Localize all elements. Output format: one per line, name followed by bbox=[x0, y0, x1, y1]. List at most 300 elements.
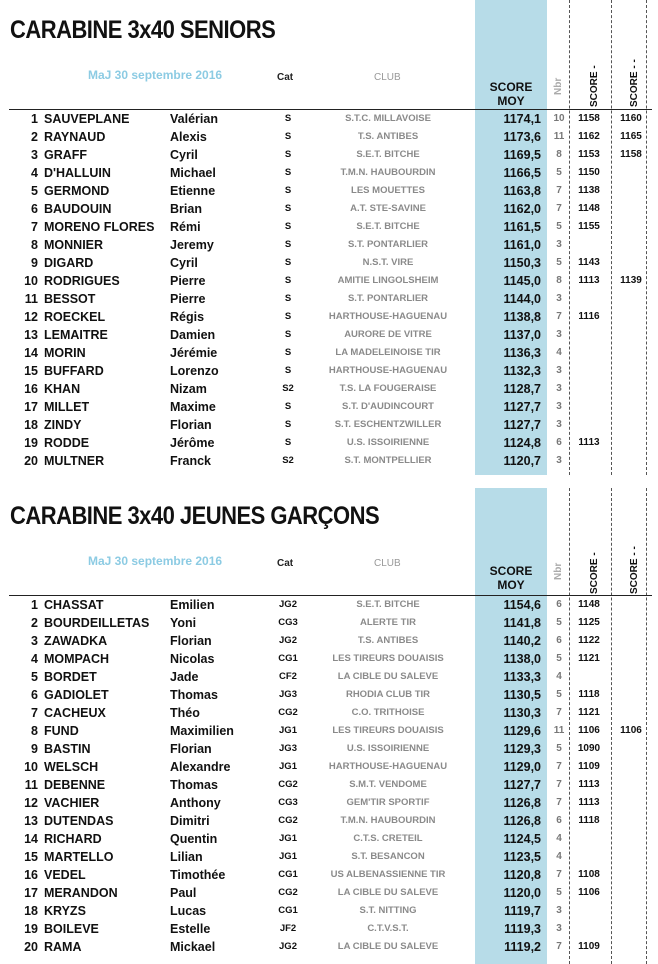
category-cell: S bbox=[284, 329, 292, 340]
table-row bbox=[0, 416, 658, 434]
first-name-cell: Maxime bbox=[170, 400, 216, 414]
table-row bbox=[0, 614, 658, 632]
rank-cell: 9 bbox=[31, 742, 38, 756]
nbr-cell: 5 bbox=[556, 257, 562, 268]
last-name-cell: KHAN bbox=[44, 382, 81, 396]
score-moy-cell: 1174,1 bbox=[503, 112, 541, 126]
score-moy-cell: 1132,3 bbox=[503, 364, 541, 378]
category-cell: CG1 bbox=[278, 653, 298, 664]
first-name-cell: Yoni bbox=[170, 616, 197, 630]
last-name-cell: MULTNER bbox=[44, 454, 105, 468]
nbr-cell: 5 bbox=[556, 887, 562, 898]
rank-cell: 3 bbox=[31, 634, 38, 648]
first-name-cell: Régis bbox=[170, 310, 205, 324]
score2-cell: 1165 bbox=[620, 131, 642, 142]
nbr-cell: 6 bbox=[556, 635, 562, 646]
header-score-moy: SCORE MOY bbox=[489, 80, 533, 108]
rank-cell: 7 bbox=[31, 220, 38, 234]
table-row bbox=[0, 740, 658, 758]
last-name-cell: FUND bbox=[44, 724, 79, 738]
score-moy-cell: 1123,5 bbox=[503, 850, 541, 864]
header-score2: SCORE - - bbox=[629, 59, 640, 107]
last-name-cell: MERANDON bbox=[44, 886, 118, 900]
nbr-cell: 3 bbox=[556, 401, 562, 412]
rank-cell: 11 bbox=[24, 292, 38, 306]
nbr-cell: 3 bbox=[556, 239, 562, 250]
score-moy-cell: 1120,7 bbox=[503, 454, 541, 468]
nbr-cell: 5 bbox=[556, 743, 562, 754]
rank-cell: 2 bbox=[31, 616, 38, 630]
header-score1: SCORE - bbox=[589, 65, 600, 107]
table-row bbox=[0, 632, 658, 650]
header-score-moy: SCORE MOY bbox=[489, 564, 533, 592]
club-cell: US ALBENASSIENNE TIR bbox=[330, 869, 446, 880]
score1-cell: 1153 bbox=[578, 149, 600, 160]
category-cell: CF2 bbox=[279, 671, 297, 682]
rank-cell: 10 bbox=[24, 760, 38, 774]
last-name-cell: BOURDEILLETAS bbox=[44, 616, 150, 630]
first-name-cell: Jeremy bbox=[170, 238, 214, 252]
nbr-cell: 5 bbox=[556, 653, 562, 664]
category-cell: S bbox=[284, 275, 292, 286]
nbr-cell: 7 bbox=[556, 797, 562, 808]
rank-cell: 12 bbox=[24, 796, 38, 810]
first-name-cell: Thomas bbox=[170, 778, 218, 792]
first-name-cell: Brian bbox=[170, 202, 202, 216]
club-cell: S.T. PONTARLIER bbox=[347, 239, 429, 250]
first-name-cell: Estelle bbox=[170, 922, 211, 936]
last-name-cell: GRAFF bbox=[44, 148, 88, 162]
score1-cell: 1106 bbox=[578, 725, 600, 736]
first-name-cell: Jérôme bbox=[170, 436, 215, 450]
table-row bbox=[0, 344, 658, 362]
nbr-cell: 7 bbox=[556, 203, 562, 214]
score1-cell: 1148 bbox=[578, 203, 600, 214]
club-cell: GEM'TIR SPORTIF bbox=[346, 797, 430, 808]
club-cell: S.T. ESCHENTZWILLER bbox=[334, 419, 442, 430]
first-name-cell: Thomas bbox=[170, 688, 218, 702]
rank-cell: 15 bbox=[24, 850, 38, 864]
category-cell: S bbox=[284, 221, 292, 232]
club-cell: S.T. PONTARLIER bbox=[347, 293, 429, 304]
club-cell: S.T. D'AUDINCOURT bbox=[342, 401, 434, 412]
score2-cell: 1160 bbox=[620, 113, 642, 124]
update-date: MaJ 30 septembre 2016 bbox=[88, 554, 223, 568]
nbr-cell: 3 bbox=[556, 365, 562, 376]
table-row bbox=[0, 110, 658, 128]
club-cell: S.T. MONTPELLIER bbox=[344, 455, 432, 466]
score-moy-cell: 1145,0 bbox=[503, 274, 541, 288]
category-cell: JG1 bbox=[279, 725, 297, 736]
nbr-cell: 5 bbox=[556, 617, 562, 628]
table-row bbox=[0, 362, 658, 380]
table-row bbox=[0, 308, 658, 326]
score1-cell: 1108 bbox=[578, 869, 600, 880]
nbr-cell: 6 bbox=[556, 599, 562, 610]
first-name-cell: Florian bbox=[170, 634, 212, 648]
score-moy-cell: 1128,7 bbox=[503, 382, 541, 396]
last-name-cell: MARTELLO bbox=[44, 850, 114, 864]
score1-cell: 1113 bbox=[578, 437, 600, 448]
first-name-cell: Florian bbox=[170, 742, 212, 756]
club-cell: S.T.C. MILLAVOISE bbox=[345, 113, 431, 124]
table-row bbox=[0, 146, 658, 164]
club-cell: RHODIA CLUB TIR bbox=[345, 689, 431, 700]
score2-cell: 1158 bbox=[620, 149, 642, 160]
last-name-cell: ZINDY bbox=[44, 418, 82, 432]
last-name-cell: SAUVEPLANE bbox=[44, 112, 130, 126]
rank-cell: 17 bbox=[24, 400, 38, 414]
header-club: CLUB bbox=[374, 72, 401, 83]
category-cell: S bbox=[284, 401, 292, 412]
nbr-cell: 8 bbox=[556, 149, 562, 160]
club-cell: U.S. ISSOIRIENNE bbox=[346, 437, 430, 448]
first-name-cell: Paul bbox=[170, 886, 197, 900]
table-row bbox=[0, 326, 658, 344]
table-row bbox=[0, 758, 658, 776]
rank-cell: 6 bbox=[31, 688, 38, 702]
last-name-cell: DIGARD bbox=[44, 256, 94, 270]
nbr-cell: 7 bbox=[556, 707, 562, 718]
category-cell: CG2 bbox=[278, 815, 298, 826]
nbr-cell: 5 bbox=[556, 221, 562, 232]
rank-cell: 3 bbox=[31, 148, 38, 162]
score-moy-cell: 1129,6 bbox=[503, 724, 541, 738]
nbr-cell: 3 bbox=[556, 419, 562, 430]
club-cell: T.S. LA FOUGERAISE bbox=[339, 383, 437, 394]
score-moy-cell: 1169,5 bbox=[503, 148, 541, 162]
category-cell: S bbox=[284, 365, 292, 376]
club-cell: AURORE DE VITRE bbox=[344, 329, 432, 340]
table-row bbox=[0, 686, 658, 704]
first-name-cell: Valérian bbox=[170, 112, 218, 126]
first-name-cell: Mickael bbox=[170, 940, 216, 954]
score-moy-cell: 1119,7 bbox=[504, 904, 541, 918]
category-cell: S bbox=[284, 437, 292, 448]
score-moy-cell: 1138,0 bbox=[503, 652, 541, 666]
last-name-cell: WELSCH bbox=[44, 760, 99, 774]
score1-cell: 1090 bbox=[577, 743, 601, 754]
club-cell: T.S. ANTIBES bbox=[357, 131, 419, 142]
last-name-cell: BORDET bbox=[44, 670, 97, 684]
rank-cell: 19 bbox=[24, 436, 38, 450]
score-moy-cell: 1144,0 bbox=[503, 292, 541, 306]
score1-cell: 1122 bbox=[578, 635, 600, 646]
seniors-table bbox=[0, 110, 658, 470]
rank-cell: 16 bbox=[24, 382, 38, 396]
score-moy-cell: 1163,8 bbox=[503, 184, 541, 198]
category-cell: CG1 bbox=[278, 905, 298, 916]
nbr-cell: 3 bbox=[556, 905, 562, 916]
category-cell: S bbox=[284, 347, 292, 358]
nbr-cell: 10 bbox=[553, 113, 565, 124]
club-cell: LA CIBLE DU SALEVE bbox=[337, 671, 439, 682]
club-cell: T.S. ANTIBES bbox=[357, 635, 419, 646]
rank-cell: 20 bbox=[24, 454, 38, 468]
score1-cell: 1143 bbox=[578, 257, 600, 268]
first-name-cell: Théo bbox=[170, 706, 200, 720]
category-cell: S bbox=[284, 167, 292, 178]
club-cell: C.O. TRITHOISE bbox=[351, 707, 425, 718]
club-cell: LES TIREURS DOUAISIS bbox=[332, 653, 444, 664]
table-row bbox=[0, 722, 658, 740]
category-cell: JG1 bbox=[279, 833, 297, 844]
table-row bbox=[0, 668, 658, 686]
rank-cell: 6 bbox=[31, 202, 38, 216]
score1-cell: 1138 bbox=[578, 185, 600, 196]
club-cell: S.E.T. BITCHE bbox=[356, 149, 420, 160]
category-cell: S2 bbox=[282, 383, 294, 394]
rank-cell: 4 bbox=[31, 652, 38, 666]
first-name-cell: Michael bbox=[170, 166, 216, 180]
score1-cell: 1109 bbox=[578, 761, 600, 772]
rank-cell: 16 bbox=[24, 868, 38, 882]
score1-cell: 1118 bbox=[578, 689, 600, 700]
first-name-cell: Jade bbox=[170, 670, 199, 684]
club-cell: S.E.T. BITCHE bbox=[356, 599, 420, 610]
score-moy-cell: 1126,8 bbox=[503, 814, 541, 828]
club-cell: LES MOUETTES bbox=[351, 185, 425, 196]
club-cell: HARTHOUSE-HAGUENAU bbox=[328, 761, 448, 772]
category-cell: S bbox=[284, 149, 292, 160]
table-row bbox=[0, 218, 658, 236]
last-name-cell: KRYZS bbox=[44, 904, 86, 918]
score-moy-cell: 1138,8 bbox=[503, 310, 541, 324]
category-cell: S2 bbox=[282, 455, 294, 466]
last-name-cell: CHASSAT bbox=[44, 598, 104, 612]
score1-cell: 1113 bbox=[578, 797, 600, 808]
club-cell: C.T.V.S.T. bbox=[367, 923, 409, 934]
rank-cell: 8 bbox=[31, 238, 38, 252]
score-moy-cell: 1150,3 bbox=[503, 256, 541, 270]
rank-cell: 9 bbox=[31, 256, 38, 270]
score-moy-cell: 1166,5 bbox=[503, 166, 541, 180]
last-name-cell: LEMAITRE bbox=[44, 328, 108, 342]
nbr-cell: 4 bbox=[556, 347, 562, 358]
section-title: CARABINE 3x40 JEUNES GARÇONS bbox=[10, 502, 380, 530]
last-name-cell: ZAWADKA bbox=[44, 634, 108, 648]
nbr-cell: 5 bbox=[556, 689, 562, 700]
first-name-cell: Etienne bbox=[170, 184, 216, 198]
last-name-cell: VEDEL bbox=[44, 868, 86, 882]
score-moy-cell: 1130,3 bbox=[503, 706, 541, 720]
table-row bbox=[0, 794, 658, 812]
last-name-cell: RICHARD bbox=[44, 832, 102, 846]
first-name-cell: Quentin bbox=[170, 832, 218, 846]
club-cell: LA CIBLE DU SALEVE bbox=[337, 887, 439, 898]
first-name-cell: Damien bbox=[170, 328, 216, 342]
category-cell: JF2 bbox=[279, 923, 297, 934]
rank-cell: 13 bbox=[24, 328, 38, 342]
nbr-cell: 7 bbox=[556, 185, 562, 196]
table-row bbox=[0, 938, 658, 956]
last-name-cell: MORIN bbox=[44, 346, 86, 360]
score2-cell: 1106 bbox=[620, 725, 642, 736]
rank-cell: 11 bbox=[24, 778, 38, 792]
rank-cell: 19 bbox=[24, 922, 38, 936]
score-moy-cell: 1137,0 bbox=[503, 328, 541, 342]
rank-cell: 15 bbox=[24, 364, 38, 378]
table-row bbox=[0, 596, 658, 614]
first-name-cell: Nizam bbox=[170, 382, 207, 396]
table-row bbox=[0, 776, 658, 794]
rank-cell: 14 bbox=[24, 832, 38, 846]
table-row bbox=[0, 164, 658, 182]
rank-cell: 17 bbox=[24, 886, 38, 900]
score-moy-cell: 1141,8 bbox=[503, 616, 541, 630]
first-name-cell: Nicolas bbox=[170, 652, 215, 666]
table-row bbox=[0, 398, 658, 416]
category-cell: S bbox=[284, 113, 292, 124]
score2-cell: 1139 bbox=[620, 275, 642, 286]
score1-cell: 1113 bbox=[578, 275, 600, 286]
nbr-cell: 7 bbox=[556, 869, 562, 880]
category-cell: CG2 bbox=[278, 707, 298, 718]
category-cell: JG2 bbox=[279, 941, 297, 952]
table-row bbox=[0, 128, 658, 146]
club-cell: ALERTE TIR bbox=[360, 617, 416, 628]
table-row bbox=[0, 434, 658, 452]
rank-cell: 7 bbox=[31, 706, 38, 720]
score-moy-cell: 1173,6 bbox=[503, 130, 541, 144]
table-row bbox=[0, 650, 658, 668]
rank-cell: 2 bbox=[31, 130, 38, 144]
nbr-cell: 6 bbox=[556, 437, 562, 448]
score1-cell: 1148 bbox=[578, 599, 600, 610]
last-name-cell: RODDE bbox=[44, 436, 90, 450]
nbr-cell: 7 bbox=[556, 779, 562, 790]
header-score2: SCORE - - bbox=[629, 546, 640, 594]
table-row bbox=[0, 866, 658, 884]
club-cell: S.T. NITTING bbox=[359, 905, 417, 916]
header-cat: Cat bbox=[277, 72, 294, 83]
club-cell: HARTHOUSE-HAGUENAU bbox=[328, 365, 448, 376]
category-cell: S bbox=[284, 293, 292, 304]
rank-cell: 8 bbox=[31, 724, 38, 738]
category-cell: JG3 bbox=[279, 689, 297, 700]
score-moy-cell: 1119,3 bbox=[504, 922, 541, 936]
nbr-cell: 3 bbox=[556, 455, 562, 466]
category-cell: S bbox=[284, 419, 292, 430]
club-cell: LA MADELEINOISE TIR bbox=[335, 347, 441, 358]
score-moy-cell: 1124,5 bbox=[503, 832, 541, 846]
nbr-cell: 3 bbox=[556, 329, 562, 340]
first-name-cell: Rémi bbox=[170, 220, 201, 234]
table-row bbox=[0, 272, 658, 290]
rank-cell: 18 bbox=[24, 418, 38, 432]
rank-cell: 12 bbox=[24, 310, 38, 324]
category-cell: S bbox=[284, 185, 292, 196]
table-row bbox=[0, 884, 658, 902]
table-row bbox=[0, 290, 658, 308]
header-nbr: Nbr bbox=[553, 562, 564, 580]
nbr-cell: 6 bbox=[556, 815, 562, 826]
club-cell: N.S.T. VIRE bbox=[362, 257, 414, 268]
rank-cell: 4 bbox=[31, 166, 38, 180]
table-row bbox=[0, 848, 658, 866]
club-cell: AMITIE LINGOLSHEIM bbox=[337, 275, 439, 286]
seniors-section bbox=[0, 0, 658, 475]
first-name-cell: Cyril bbox=[170, 256, 198, 270]
last-name-cell: RODRIGUES bbox=[44, 274, 120, 288]
last-name-cell: BASTIN bbox=[44, 742, 91, 756]
first-name-cell: Dimitri bbox=[170, 814, 210, 828]
score1-cell: 1109 bbox=[578, 941, 600, 952]
last-name-cell: BESSOT bbox=[44, 292, 96, 306]
rank-cell: 20 bbox=[24, 940, 38, 954]
club-cell: S.E.T. BITCHE bbox=[356, 221, 420, 232]
rank-cell: 18 bbox=[24, 904, 38, 918]
score-moy-cell: 1140,2 bbox=[503, 634, 541, 648]
category-cell: S bbox=[284, 257, 292, 268]
last-name-cell: BOILEVE bbox=[44, 922, 99, 936]
first-name-cell: Timothée bbox=[170, 868, 226, 882]
club-cell: HARTHOUSE-HAGUENAU bbox=[328, 311, 448, 322]
score-moy-cell: 1129,0 bbox=[503, 760, 541, 774]
nbr-cell: 8 bbox=[556, 275, 562, 286]
score-moy-cell: 1133,3 bbox=[503, 670, 541, 684]
score-moy-cell: 1120,0 bbox=[503, 886, 541, 900]
table-row bbox=[0, 452, 658, 470]
score-moy-cell: 1119,2 bbox=[504, 940, 541, 954]
score-moy-cell: 1154,6 bbox=[503, 598, 541, 612]
first-name-cell: Emilien bbox=[170, 598, 215, 612]
table-row bbox=[0, 704, 658, 722]
table-row bbox=[0, 830, 658, 848]
nbr-cell: 4 bbox=[556, 851, 562, 862]
score1-cell: 1155 bbox=[578, 221, 600, 232]
score1-cell: 1150 bbox=[578, 167, 600, 178]
table-row bbox=[0, 812, 658, 830]
category-cell: S bbox=[284, 131, 292, 142]
score-moy-cell: 1127,7 bbox=[503, 400, 541, 414]
last-name-cell: DUTENDAS bbox=[44, 814, 114, 828]
score-moy-cell: 1161,0 bbox=[503, 238, 541, 252]
first-name-cell: Jérémie bbox=[170, 346, 218, 360]
score1-cell: 1113 bbox=[578, 779, 600, 790]
first-name-cell: Anthony bbox=[170, 796, 221, 810]
score-moy-cell: 1120,8 bbox=[503, 868, 541, 882]
score-moy-cell: 1161,5 bbox=[503, 220, 541, 234]
score1-cell: 1158 bbox=[578, 113, 600, 124]
category-cell: JG1 bbox=[279, 851, 297, 862]
category-cell: S bbox=[284, 239, 292, 250]
first-name-cell: Maximilien bbox=[170, 724, 234, 738]
score-moy-cell: 1124,8 bbox=[503, 436, 541, 450]
table-row bbox=[0, 902, 658, 920]
score-moy-cell: 1126,8 bbox=[503, 796, 541, 810]
category-cell: CG1 bbox=[278, 869, 298, 880]
score1-cell: 1121 bbox=[578, 707, 600, 718]
score1-cell: 1121 bbox=[578, 653, 600, 664]
last-name-cell: MILLET bbox=[44, 400, 90, 414]
first-name-cell: Florian bbox=[170, 418, 212, 432]
last-name-cell: BUFFARD bbox=[44, 364, 104, 378]
score1-cell: 1116 bbox=[578, 311, 600, 322]
club-cell: T.M.N. HAUBOURDIN bbox=[340, 815, 436, 826]
first-name-cell: Cyril bbox=[170, 148, 198, 162]
table-row bbox=[0, 380, 658, 398]
rank-cell: 13 bbox=[24, 814, 38, 828]
nbr-cell: 4 bbox=[556, 671, 562, 682]
first-name-cell: Lilian bbox=[170, 850, 203, 864]
first-name-cell: Pierre bbox=[170, 274, 206, 288]
category-cell: S bbox=[284, 311, 292, 322]
last-name-cell: D'HALLUIN bbox=[44, 166, 111, 180]
category-cell: CG2 bbox=[278, 887, 298, 898]
score1-cell: 1162 bbox=[578, 131, 600, 142]
rank-cell: 1 bbox=[31, 598, 38, 612]
